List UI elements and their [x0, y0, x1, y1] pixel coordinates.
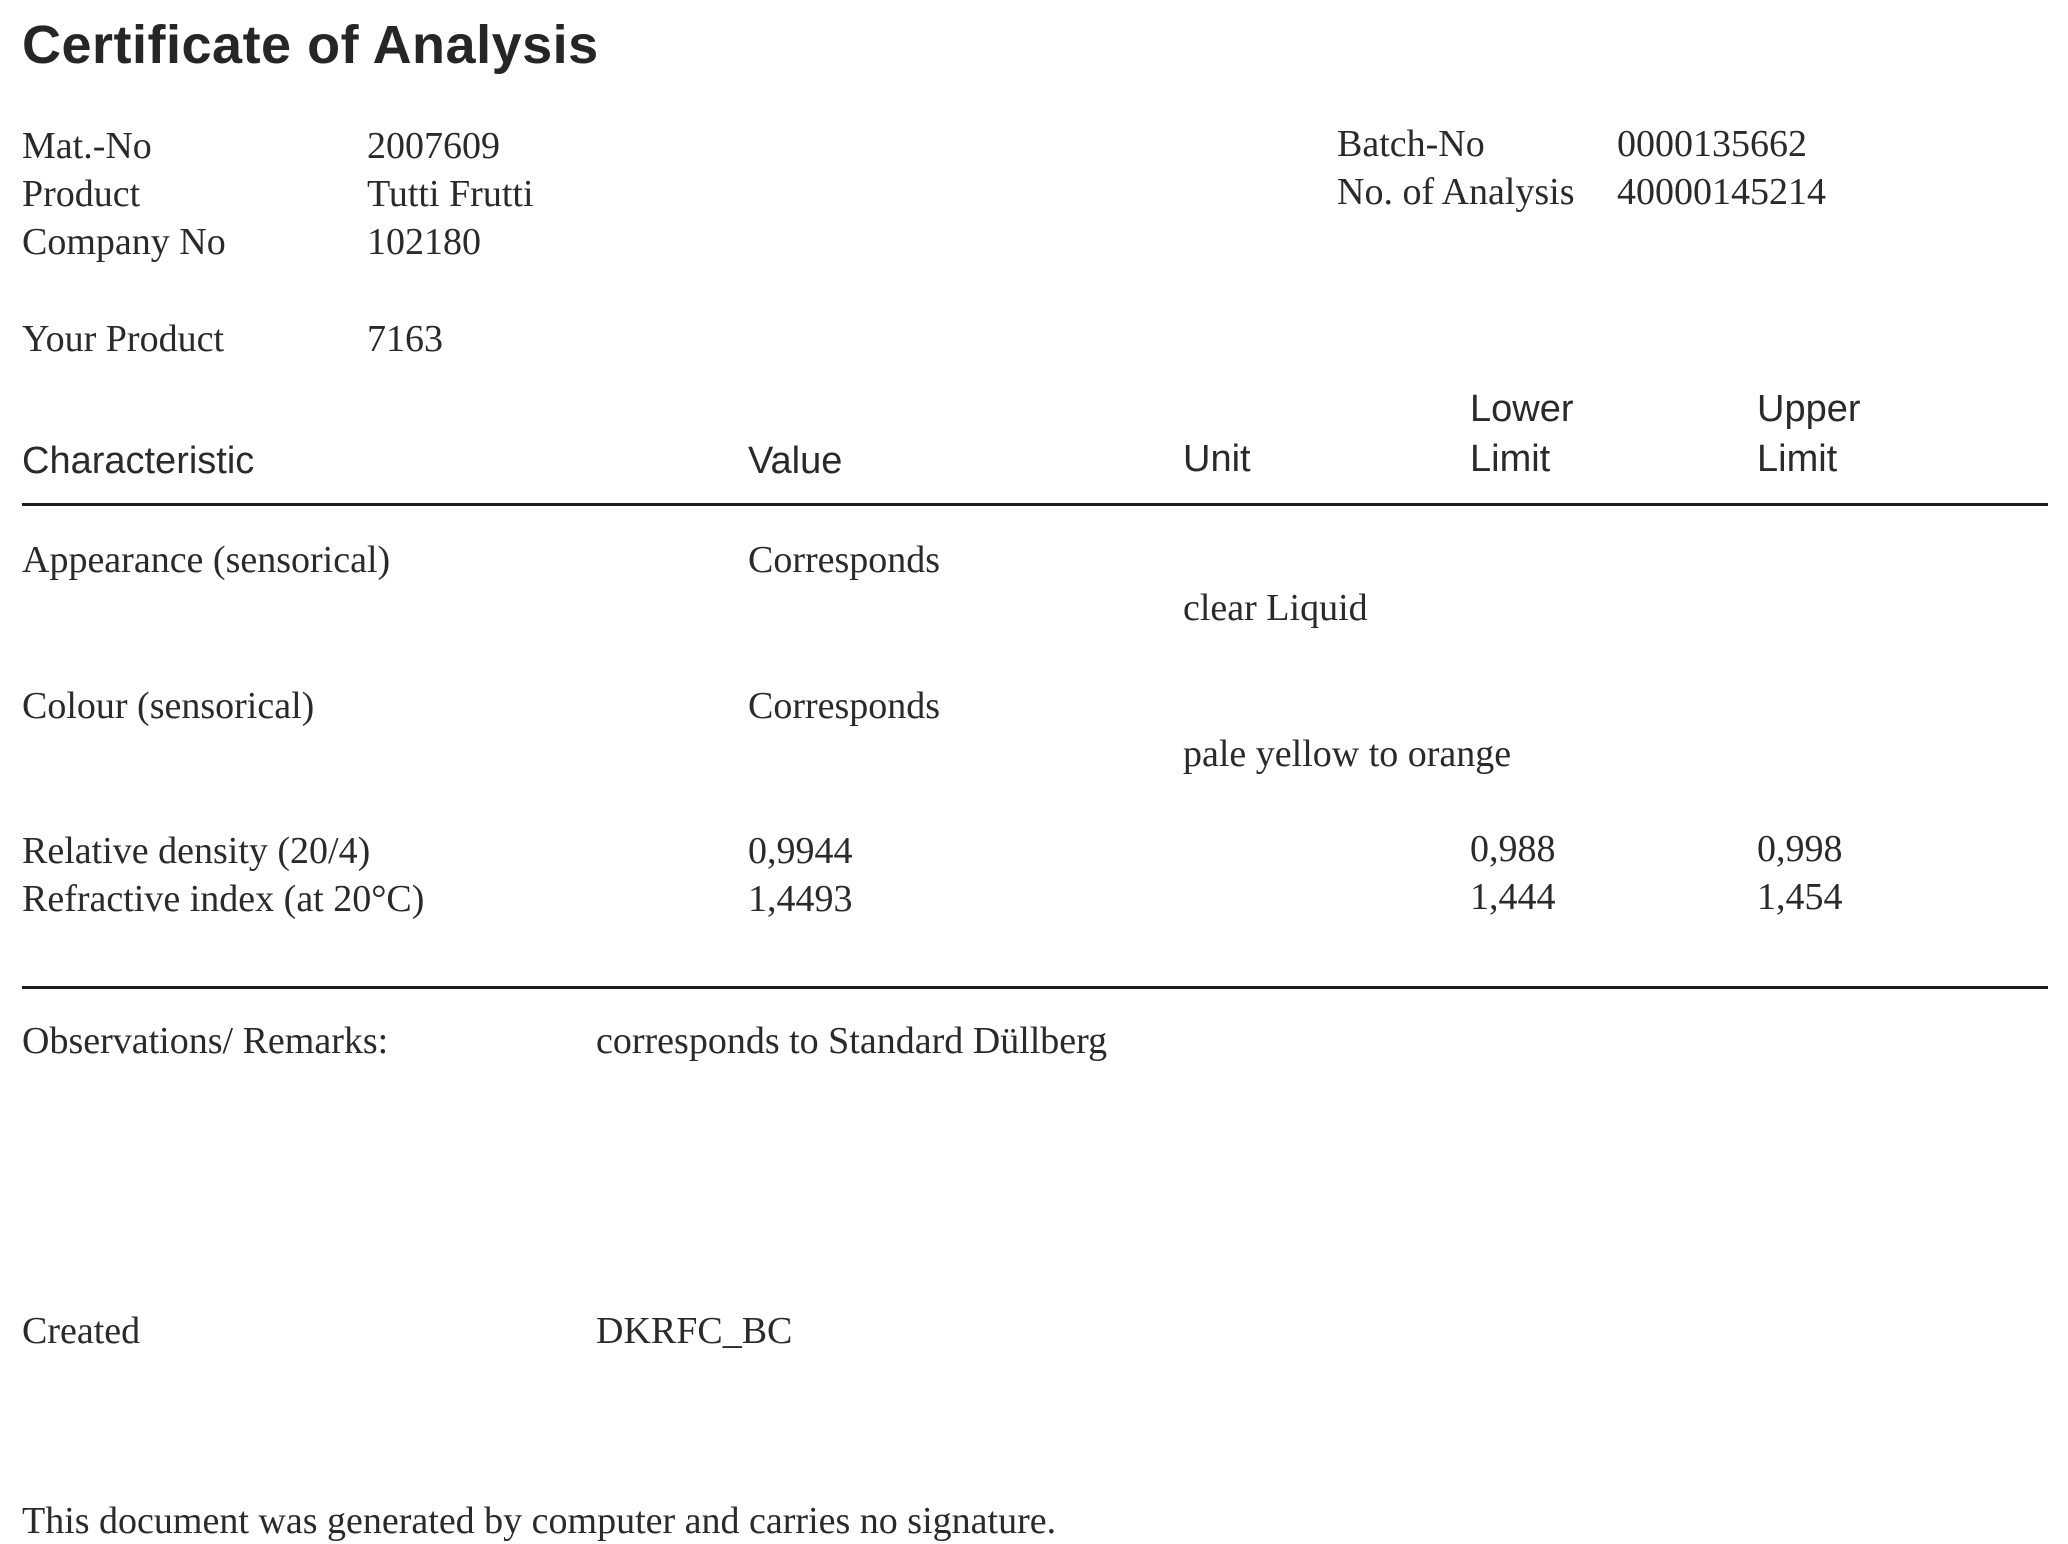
header-lower-limit — [1470, 384, 1574, 484]
header-value: Value — [748, 440, 843, 482]
header-characteristic: Characteristic — [22, 440, 255, 482]
header-upper-limit — [1757, 384, 1861, 484]
row-refractive-lower: 1,444 — [1470, 876, 1556, 918]
mat-no-label: Mat.-No — [22, 125, 152, 167]
header-unit: Unit — [1183, 438, 1251, 480]
your-product-label: Your Product — [22, 318, 225, 360]
company-no-label: Company No — [22, 221, 226, 263]
row-density-lower: 0,988 — [1470, 828, 1556, 870]
table-bottom-divider — [22, 986, 2048, 989]
header-lower-line1: Lower — [1470, 388, 1574, 430]
remarks-value: corresponds to Standard Düllberg — [596, 1020, 1108, 1062]
created-label: Created — [22, 1310, 141, 1352]
product-label: Product — [22, 173, 141, 215]
row-density-characteristic: Relative density (20/4) — [22, 830, 371, 872]
row-colour-value: Corresponds — [748, 685, 941, 727]
created-value: DKRFC_BC — [596, 1310, 793, 1352]
row-appearance-characteristic: Appearance (sensorical) — [22, 539, 391, 581]
analysis-no-label: No. of Analysis — [1337, 171, 1575, 213]
row-appearance-note: clear Liquid — [1183, 587, 1368, 629]
row-colour-characteristic: Colour (sensorical) — [22, 685, 315, 727]
analysis-no-value: 40000145214 — [1617, 171, 1826, 213]
header-upper-line2: Limit — [1757, 438, 1838, 480]
row-refractive-value: 1,4493 — [748, 878, 853, 920]
product-value: Tutti Frutti — [367, 173, 534, 215]
company-no-value: 102180 — [367, 221, 481, 263]
row-colour-note: pale yellow to orange — [1183, 733, 1512, 775]
row-density-upper: 0,998 — [1757, 828, 1843, 870]
mat-no-value: 2007609 — [367, 125, 500, 167]
header-divider — [22, 503, 2048, 506]
document-title: Certificate of Analysis — [22, 15, 599, 75]
row-refractive-characteristic: Refractive index (at 20°C) — [22, 878, 425, 920]
footer-note: This document was generated by computer and carries no signature. — [22, 1500, 1057, 1542]
row-appearance-value: Corresponds — [748, 539, 941, 581]
your-product-value: 7163 — [367, 318, 443, 360]
row-density-value: 0,9944 — [748, 830, 853, 872]
batch-no-value: 0000135662 — [1617, 123, 1807, 165]
header-upper-line1: Upper — [1757, 388, 1861, 430]
header-lower-line2: Limit — [1470, 438, 1551, 480]
remarks-label: Observations/ Remarks: — [22, 1020, 389, 1062]
batch-no-label: Batch-No — [1337, 123, 1485, 165]
row-refractive-upper: 1,454 — [1757, 876, 1843, 918]
